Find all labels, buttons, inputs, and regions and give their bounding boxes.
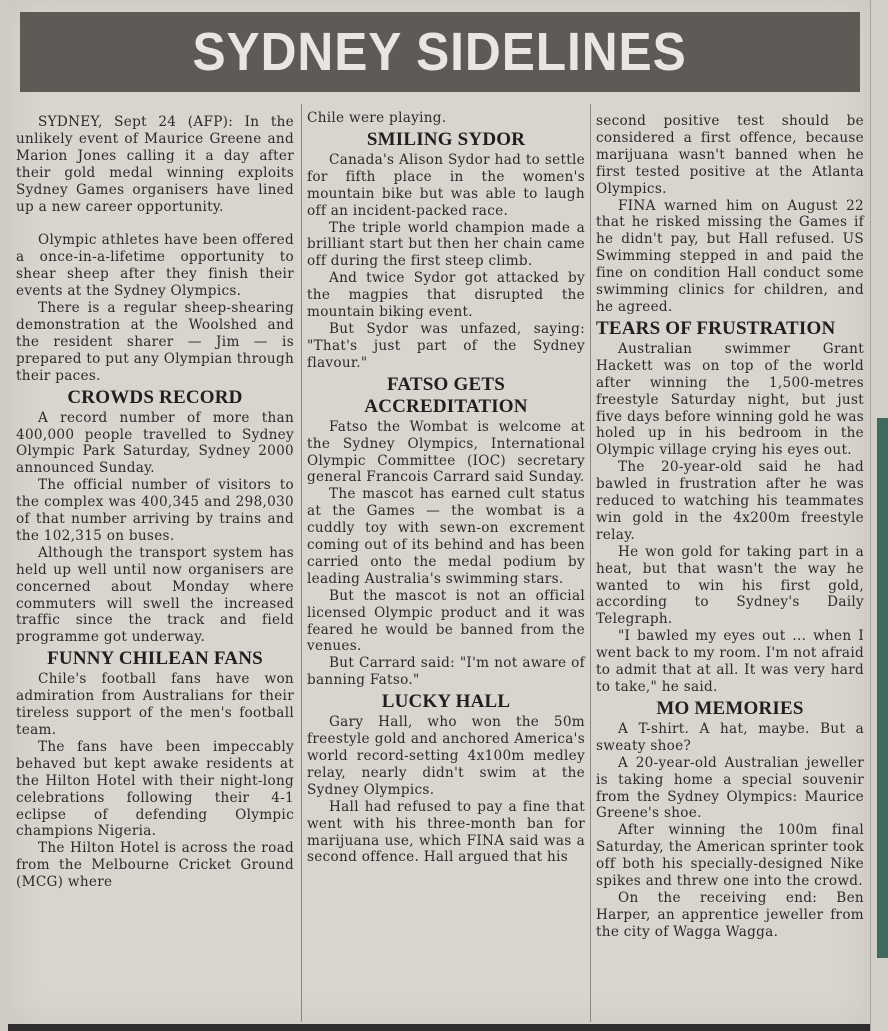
article-paragraph: "I bawled my eyes out ... when I went back to my room. I'm not afraid to admit that at all. It was very hard to take," he said. [596, 628, 864, 695]
headline-fatso-gets: FATSO GETS [387, 373, 505, 395]
article-paragraph: There is a regular sheep-shearing demonstration at the Woolshed and the resident sharer — Jim — is prepared to put any Olympian through their paces. [16, 300, 294, 384]
article-paragraph: Olympic athletes have been offered a once-in-a-lifetime opportunity to shear sheep after they finish their events at the Sydney Olympics. [16, 232, 294, 300]
article-paragraph: After winning the 100m final Saturday, the American sprinter took off both his specially-designed Nike spikes and threw one into the crowd. [596, 822, 864, 890]
article-paragraph: He won gold for taking part in a heat, but that wasn't the way he wanted to win his first gold, according to Sydney's Daily Telegraph. [596, 543, 864, 628]
article-paragraph: SYDNEY, Sept 24 (AFP): In the unlikely event of Maurice Greene and Marion Jones calling it a day after their gold medal winning exploits Sydney Games organisers have lined up a new career opportunity. [16, 114, 294, 215]
article-paragraph: Fatso the Wombat is welcome at the Sydney Olympics, International Olympic Committee (IOC) secretary general Francois Carrard said Sunday. [307, 418, 585, 486]
article-paragraph: Chile were playing. [307, 110, 447, 126]
article-paragraph: FINA warned him on August 22 that he risked missing the Games if he didn't pay, but Hall refused. US Swimming stepped in and paid the fine on condition Hall conduct some swimming clinics for children, and he agreed. [596, 197, 864, 315]
article-paragraph: Hall had refused to pay a fine that went with his three-month ban for marijuana use, which FINA said was a second offence. Hall argued that his [307, 798, 585, 866]
section-banner [20, 12, 860, 92]
headline-lucky-hall: LUCKY HALL [381, 691, 511, 713]
article-paragraph: A record number of more than 400,000 people travelled to Sydney Olympic Park Saturday, Sydney 2000 announced Sunday. [16, 409, 294, 477]
article-paragraph: A T-shirt. A hat, maybe. But a sweaty shoe? [596, 720, 864, 754]
article-paragraph: And twice Sydor got attacked by the magpies that disrupted the mountain biking event. [307, 270, 585, 321]
article-paragraph: The 20-year-old said he had bawled in frustration after he was reduced to watching his teammates win gold in the 4x200m freestyle relay. [596, 459, 864, 543]
headline-accreditation: ACCREDITATION [364, 395, 528, 417]
headline-crowds-record: CROWDS RECORD [67, 386, 243, 408]
headline-funny-chilean-fans: FUNNY CHILEAN FANS [47, 648, 263, 670]
article-paragraph: Canada's Alison Sydor had to settle for fifth place in the women's mountain bike but was able to laugh off an incident-packed race. [307, 151, 585, 219]
column-divider [590, 104, 591, 1022]
article-paragraph: Gary Hall, who won the 50m freestyle gold and anchored America's world record-setting 4x100m medley relay, nearly didn't swim at the Sydney Olympics. [307, 714, 585, 798]
article-paragraph: The triple world champion made a brilliant start but then her chain came off during the first steep climb. [307, 219, 585, 270]
article-paragraph: The fans have been impeccably behaved but kept awake residents at the Hilton Hotel with their night-long celebrations following their 4-1 eclipse of defending Olympic champions Nigeria. [16, 738, 294, 840]
headline-smiling-sydor: SMILING SYDOR [366, 128, 526, 150]
adjacent-photo [877, 418, 888, 958]
article-paragraph: A 20-year-old Australian jeweller is taking home a special souvenir from the Sydney Olympics: Maurice Greene's shoe. [596, 754, 864, 822]
article-paragraph: But Sydor was unfazed, saying: "That's just part of the Sydney flavour." [307, 320, 585, 371]
article-paragraph: Although the transport system has held up well until now organisers are concerned about Monday where commuters will swell the increased traffic since the track and field programme got underway. [16, 544, 294, 646]
column-1 [16, 114, 294, 891]
article-paragraph: But Carrard said: "I'm not aware of banning Fatso." [307, 655, 585, 689]
bottom-rule [8, 1024, 870, 1031]
column-divider [301, 104, 302, 1022]
article-paragraph: But the mascot is not an official licensed Olympic product and it was feared he would be banned from the venues. [307, 587, 585, 655]
article-paragraph: The official number of visitors to the complex was 400,345 and 298,030 of that number arriving by trains and the 102,315 on buses. [16, 477, 294, 544]
column-2 [307, 110, 585, 866]
column-3 [596, 113, 864, 941]
article-paragraph: Australian swimmer Grant Hackett was on top of the world after winning the 1,500-metres freestyle Saturday night, but just five days before winning gold he was holed up in his bedroom in the Olympic village crying his eyes out. [596, 340, 864, 459]
article-paragraph: Chile's football fans have won admiration from Australians for their tireless support of the men's football team. [16, 671, 294, 738]
section-title: SYDNEY SIDELINES [192, 22, 688, 82]
article-paragraph: The Hilton Hotel is across the road from the Melbourne Cricket Ground (MCG) where [16, 840, 294, 891]
headline-mo-memories: MO MEMORIES [656, 697, 804, 719]
article-paragraph: On the receiving end: Ben Harper, an apprentice jeweller from the city of Wagga Wagga. [596, 889, 864, 940]
article-paragraph: The mascot has earned cult status at the Games — the wombat is a cuddly toy with sewn-on excrement coming out of its behind and has been carried onto the medal podium by leading Australia's swimming stars. [307, 486, 585, 587]
adjacent-page-edge [870, 0, 888, 1031]
headline-tears-of-frustration: TEARS OF FRUSTRATION [596, 317, 836, 339]
article-paragraph: second positive test should be considered a first offence, because marijuana wasn't banned when he first tested positive at the Atlanta Olympics. [596, 113, 864, 197]
